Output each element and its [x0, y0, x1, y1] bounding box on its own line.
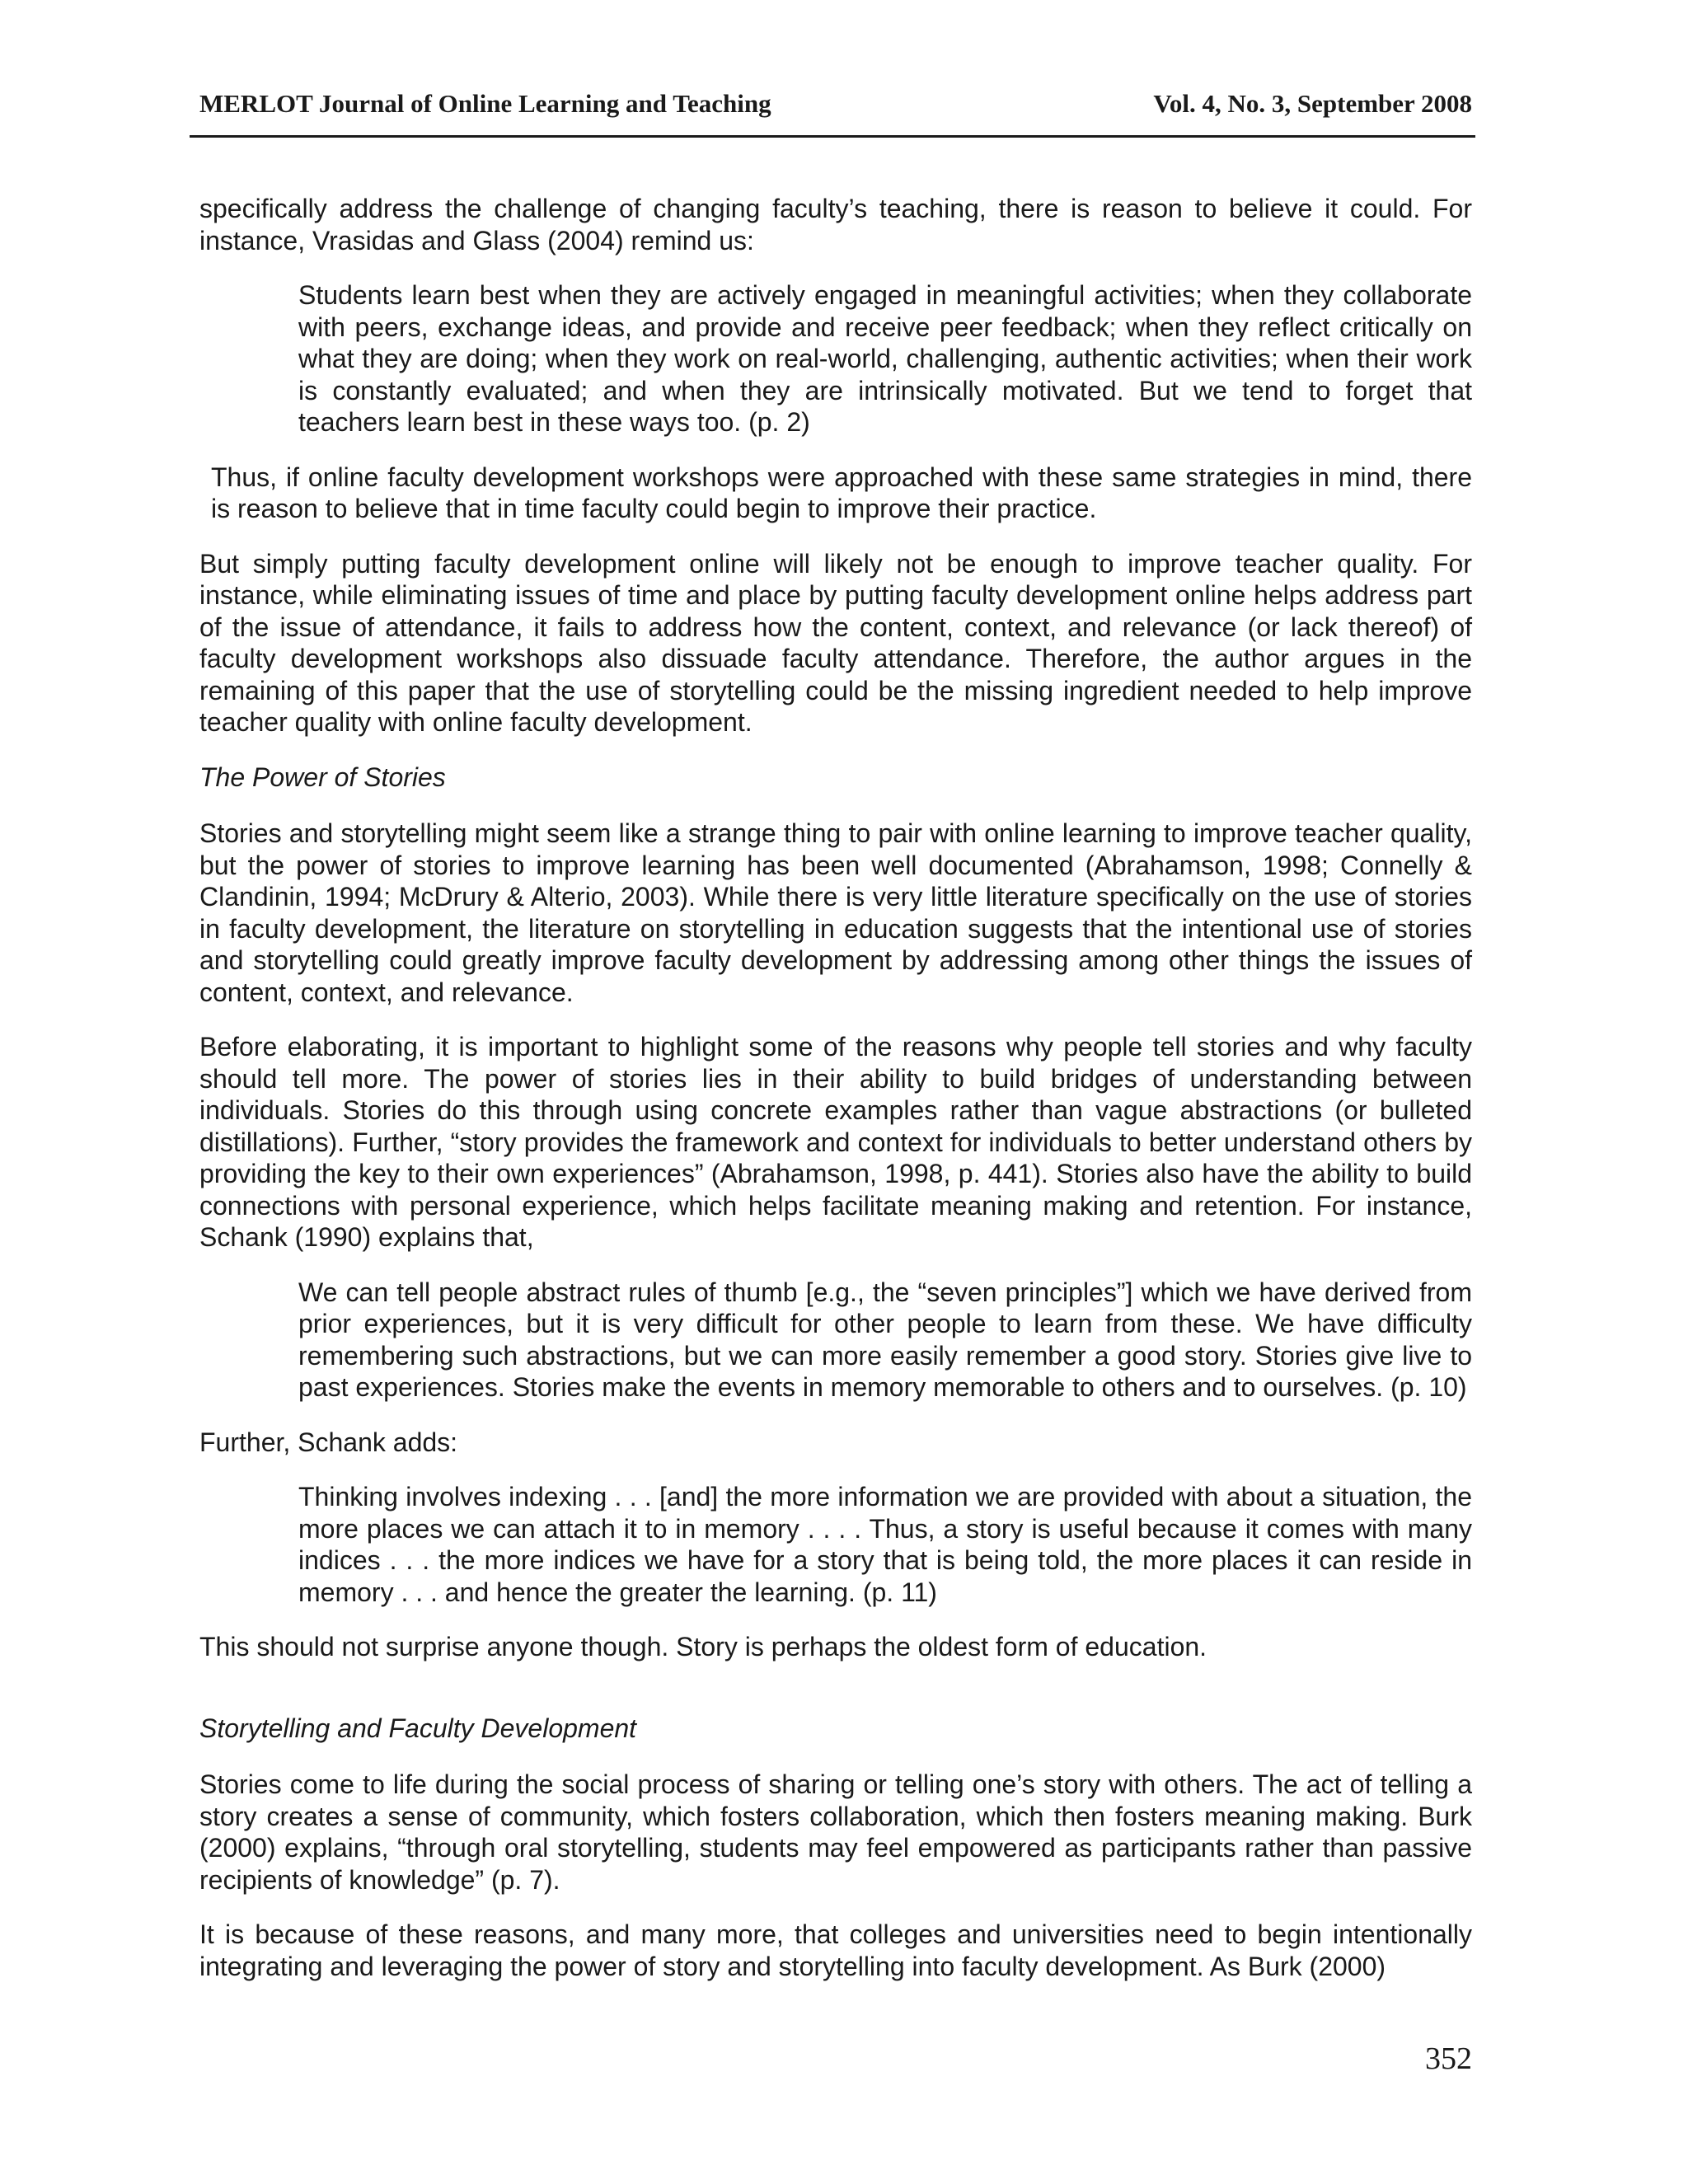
paragraph-continuation: specifically address the challenge of changing faculty’s teaching, there is reason to believe it could. For instance, Vrasidas and Glass (2004) remind us:: [199, 194, 1472, 255]
block-quote-schank-1: We can tell people abstract rules of thumb [e.g., the “seven principles”] which we have derived from prior experiences, but it is very difficult for other people to learn from these. We have difficulty remembering such abstractions, but we can more easily remember a good story. Stories give live to past experiences. Stories make the events in memory memorable to others and to ourselves. (p. 10): [298, 1277, 1472, 1402]
paragraph-stories-come-to-life: Stories come to life during the social process of sharing or telling one’s story with others. The act of telling a story creates a sense of community, which fosters collaboration, which then fosters meaning making. Burk (2000) explains, “through oral storytelling, students may feel empowered as participants rather than passive recipients of knowledge” (p. 7).: [199, 1769, 1472, 1895]
paragraph-not-surprise: This should not surprise anyone though. Story is perhaps the oldest form of education.: [199, 1632, 1207, 1661]
paragraph-thus: Thus, if online faculty development workshops were approached with these same strategies in mind, there is reason to believe that in time faculty could begin to improve their practice.: [211, 462, 1472, 523]
section-heading-storytelling-faculty: Storytelling and Faculty Development: [199, 1713, 637, 1743]
journal-title: MERLOT Journal of Online Learning and Teaching: [199, 89, 771, 118]
paragraph-before-elaborating: Before elaborating, it is important to highlight some of the reasons why people tell stories and why faculty should tell more. The power of stories lies in their ability to build bridges of understanding between individuals. Stories do this through using concrete examples rather than vague abstractions (or bulleted distillations). Further, “story provides the framework and context for individuals to better understand others by providing the key to their own experiences” (Abrahamson, 1998, p. 441). Stories also have the ability to build connections with personal experience, which helps facilitate meaning making and retention. For instance, Schank (1990) explains that,: [199, 1032, 1472, 1252]
paragraph-online-not-enough: But simply putting faculty development online will likely not be enough to improve teacher quality. For instance, while eliminating issues of time and place by putting faculty development online helps address part of the issue of attendance, it fails to address how the content, context, and relevance (or lack thereof) of faculty development workshops also dissuade faculty attendance. Therefore, the author argues in the remaining of this paper that the use of storytelling could be the missing ingredient needed to help improve teacher quality with online faculty development.: [199, 548, 1472, 737]
article-body: [199, 193, 1472, 2005]
block-quote-schank-2: Thinking involves indexing . . . [and] the more information we are provided with about a situation, the more places we can attach it to in memory . . . . Thus, a story is useful because it comes with many indices . . . the more indices we have for a story that is being told, the more places it can reside in memory . . . and hence the greater the learning. (p. 11): [298, 1482, 1472, 1607]
paragraph-stories-storytelling: Stories and storytelling might seem like a strange thing to pair with online learning to improve teacher quality, but the power of stories to improve learning has been well documented (Abrahamson, 1998; Connelly & Clandinin, 1994; McDrury & Alterio, 2003). While there is very little literature specifically on the use of stories in faculty development, the literature on storytelling in education suggests that the intentional use of stories and storytelling could greatly improve faculty development by addressing among other things the issues of content, context, and relevance.: [199, 818, 1472, 1007]
block-quote-vrasidas-glass: Students learn best when they are actively engaged in meaningful activities; when they collaborate with peers, exchange ideas, and provide and receive peer feedback; when they reflect critically on what they are doing; when they work on real-world, challenging, authentic activities; when their work is constantly evaluated; and when they are intrinsically motivated. But we tend to forget that teachers learn best in these ways too. (p. 2): [298, 280, 1472, 437]
page-number: 352: [1425, 2041, 1472, 2076]
paragraph-schank-adds: Further, Schank adds:: [199, 1427, 458, 1457]
running-header: [190, 89, 1475, 138]
volume-issue-date: Vol. 4, No. 3, September 2008: [1153, 89, 1472, 118]
paragraph-because-of-these-reasons: It is because of these reasons, and many more, that colleges and universities need to begin intentionally integrating and leveraging the power of story and storytelling into faculty development. As Burk (2000): [199, 1919, 1472, 1981]
section-heading-power-of-stories: The Power of Stories: [199, 762, 446, 792]
